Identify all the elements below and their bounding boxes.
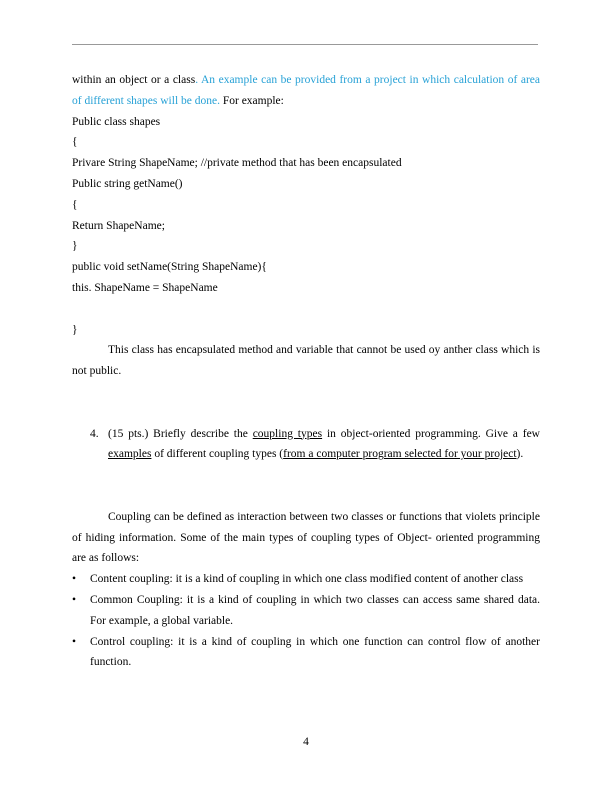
code-line-2: {	[72, 136, 78, 149]
question-underlined-examples: examples	[108, 448, 152, 461]
spacer	[72, 299, 540, 320]
coupling-types-list	[72, 569, 540, 673]
encapsulation-note: This class has encapsulated method and variable that cannot be used oy anther class which is not public.	[72, 344, 540, 378]
question-text-part: (15 pts.) Briefly describe the	[108, 427, 253, 440]
header-rule	[72, 44, 538, 45]
page-content	[72, 70, 540, 673]
code-line-5: {	[72, 198, 78, 211]
answer-intro: Coupling can be defined as interaction between two classes or functions that violets principle of hiding information. Some of the main types of coupling types of Object- oriented programming are as follows:	[72, 510, 540, 565]
question-underlined-coupling-types: coupling types	[252, 427, 323, 440]
code-line-6: Return ShapeName;	[72, 219, 165, 232]
code-line-8: public void setName(String ShapeName){	[72, 261, 267, 274]
code-line-4: Public string getName()	[72, 177, 183, 190]
code-line-10: }	[72, 323, 78, 336]
intro-highlighted-text: . An example can be provided from a project in which calculation of area of different shapes will be done.	[72, 74, 541, 107]
list-item	[72, 590, 540, 632]
spacer	[72, 486, 540, 507]
list-item-text: Control coupling: it is a kind of coupling in which one function can control flow of another function.	[90, 635, 540, 669]
list-item-text: Common Coupling: it is a kind of coupling in which two classes can access same shared data. For example, a global variable.	[90, 593, 540, 627]
intro-tail-text: For example:	[219, 94, 284, 107]
code-line-7: }	[72, 240, 78, 253]
question-text-part: in object-oriented programming. Give a few	[322, 427, 540, 440]
spacer	[72, 465, 540, 486]
intro-text: within an object or a class	[72, 74, 196, 86]
bullet-icon: •	[72, 573, 77, 586]
bullet-icon: •	[72, 593, 77, 606]
list-item	[72, 569, 540, 590]
intro-paragraph	[72, 70, 540, 112]
question-text-part: of different coupling types (	[151, 448, 284, 461]
spacer	[72, 403, 540, 424]
question-number: 4.	[90, 427, 99, 440]
bullet-icon: •	[72, 635, 77, 648]
list-item-text: Content coupling: it is a kind of coupling in which one class modified content of another class	[90, 573, 524, 586]
question-underlined-program: from a computer program selected for your project	[283, 448, 517, 461]
code-line-1: Public class shapes	[72, 115, 161, 128]
code-line-3: Privare String ShapeName; //private method that has been encapsulated	[72, 157, 402, 170]
question-text-part: ).	[516, 448, 524, 461]
question-4	[72, 424, 540, 466]
spacer	[72, 382, 540, 403]
page-number: 4	[303, 736, 309, 748]
list-item	[72, 632, 540, 674]
code-line-9: this. ShapeName = ShapeName	[72, 281, 218, 294]
